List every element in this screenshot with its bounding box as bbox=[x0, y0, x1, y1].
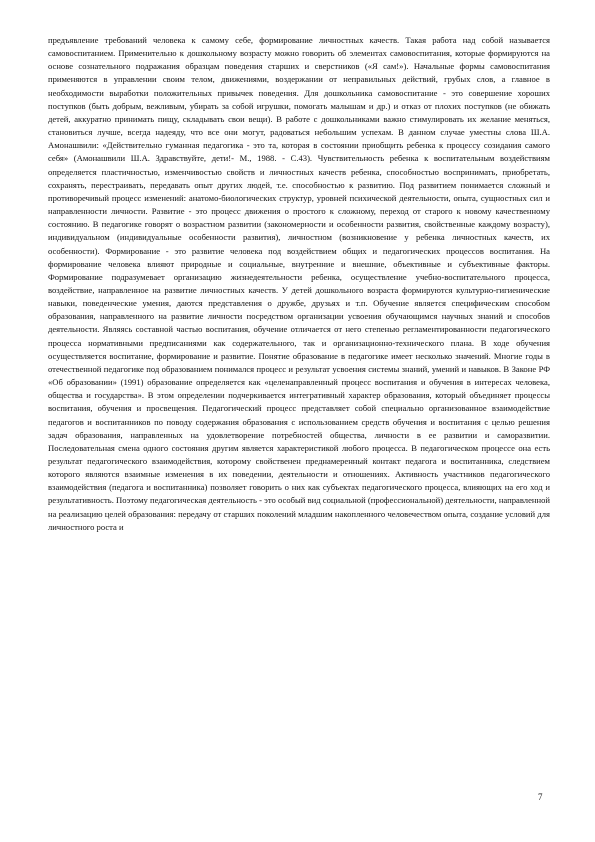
page-number: 7 bbox=[538, 792, 543, 802]
body-paragraph: предъявление требований человека к самому себе, формирование личностных качеств. Такая работа над собой называется самовоспитанием. Применительно к дошкольному возрасту можно говорить об элементах самовоспитания, которые формируются на основе сознательного подражания образцам поведения старших и сверстников («Я сам!»). Начальные формы самовоспитания применяются в управлении своим телом, движениями, воздержании от неправильных действий, грубых слов, а главное в необходимости выработки положительных привычек поведения. Для дошкольника самовоспитание - это совершение хороших поступков (быть добрым, вежливым, убирать за собой игрушки, помогать малышам и др.) и отказ от плохих поступков (не обижать детей, аккуратно принимать пищу, складывать свои вещи). В работе с дошкольниками важно стимулировать их желание меняться, становиться лучше, всегда надеяду, что все они могут, радоваться небольшим успехам. В данном случае уместны слова Ш.А. Амонашвили: «Действительно гуманная педагогика - это та, которая в состоянии приобщить ребенка к процессу созидания самого себя» (Амонашвили Ш.А. Здравствуйте, дети!- М., 1988. - С.43). Чувствительность ребенка к воспитательным воздействиям определяется пластичностью, изменчивостью свойств и личностных качеств ребенка, способностью воспринимать, приобретать, сохранять, перестраивать, передавать опыт других людей, т.е. способностью к развитию. Под развитием понимается сложный и противоречивый процесс изменений: анатомо-биологических структур, уровней психической деятельности, опыта, сущностных сил и направленности личности. Развитие - это процесс движения о простого к сложному, переход от старого к новому качественному состоянию. В педагогике говорят о возрастном развитии (закономерности и особенности развития, свойственные каждому возрасту), индивидуальном (индивидуальные особенности развития), личностном (возникновение у ребенка личностных качеств, их особенности). Формирование - это развитие человека под воздействием общих и педагогических процессов воспитания. На формирование человека влияют природные и социальные, внутренние и внешние, объективные и субъективные факторы. Формирование подразумевает организацию жизнедеятельности ребенка, осуществление учебно-воспитательного процесса, воздействие, направленное на развитие личностных качеств. У детей дошкольного возраста формируются культурно-гигиенические навыки, поведенческие умения, даются представления о дружбе, друзьях и т.п. Обучение является специфическим способом образования, направленного на развитие личности посредством организации усвоения обучающимся научных знаний и способов деятельности. Являясь составной частью воспитания, обучение отличается от него степенью регламентированности педагогического процесса нормативными предписаниями как содержательного, так и организационно-технического плана. В ходе обучения осуществляется воспитание, формирование и развитие. Понятие образование в педагогике имеет несколько значений. Многие годы в отечественной педагогике под образованием понимался процесс и результат усвоения системы знаний, умений и навыков. В Законе РФ «Об образовании» (1991) образование определяется как «целенаправленный процесс воспитания и обучения в интересах человека, общества и государства». В этом определении подчеркивается интегративный характер образования, который объединяет процессы воспитания, обучения и просвещения. Педагогический процесс представляет собой специально организованное взаимодействие педагогов и воспитанников по поводу содержания образования с использованием средств обучения и воспитания с целью решения задач образования, направленных на удовлетворение потребностей общества, личности в ее развитии и саморазвитии. Последовательная смена одного состояния другим является характеристикой любого процесса. В педагогическом процессе она есть результат педагогического взаимодействия, которому свойственен преднамеренный контакт педагога и воспитанника, следствием которого являются взаимные изменения в их поведении, деятельности и отношениях. Активность участников педагогического взаимодействия (педагога и воспитанника) позволяет говорить о них как субъектах педагогического процесса, влияющих на его ход и результативность. Поэтому педагогическая деятельность - это особый вид социальной (профессиональной) деятельности, направленной на реализацию целей образования: передачу от старших поколений младшим накопленного человечеством опыта, создание условий для личностного роста и bbox=[48, 35, 550, 532]
